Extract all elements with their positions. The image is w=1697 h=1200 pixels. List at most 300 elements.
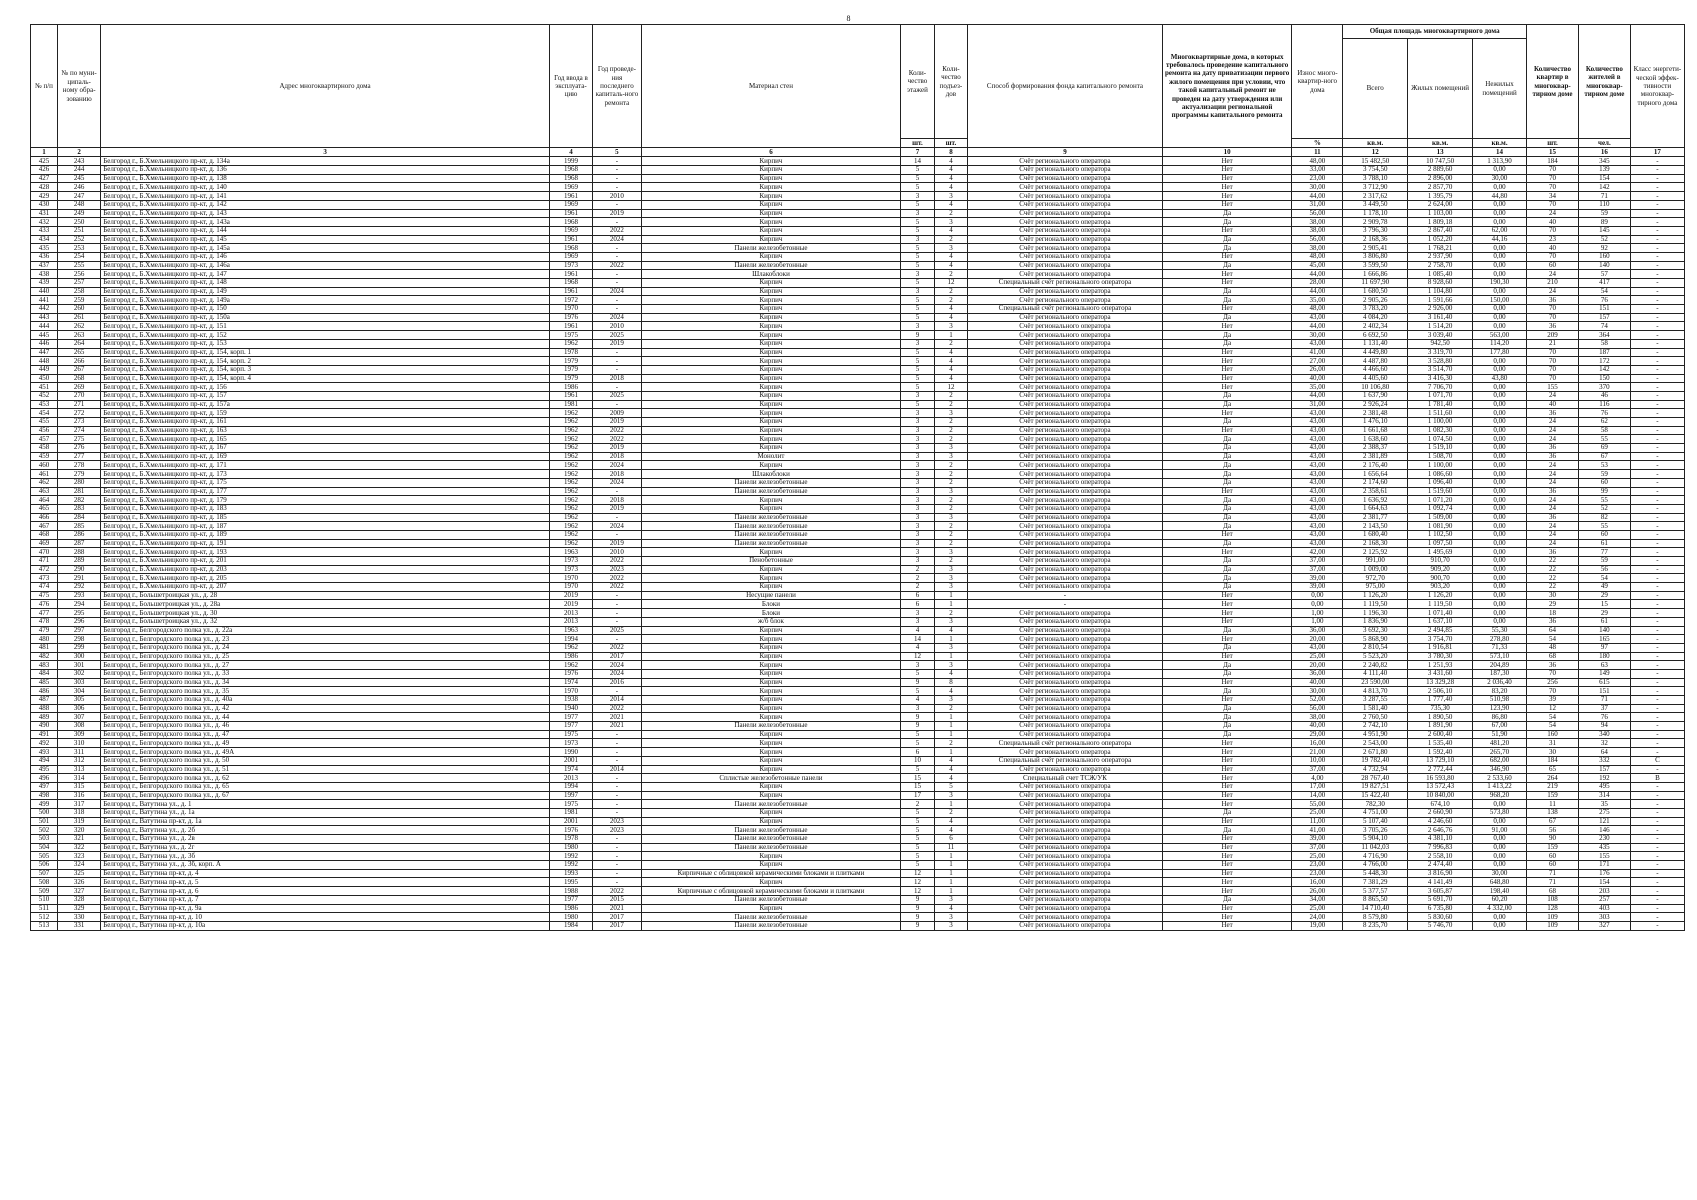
cell-municipal-number: 323 <box>58 852 101 861</box>
cell-wear-percent: 56,00 <box>1292 235 1343 244</box>
cell-wall-material: Кирпич <box>641 383 900 392</box>
cell-repair-required: Нет <box>1162 609 1292 618</box>
cell-entrances: 3 <box>934 322 968 331</box>
cell-floors: 3 <box>901 530 935 539</box>
cell-fund-method: Счёт регионального оператора <box>968 652 1163 661</box>
cell-area-nonresidential: 0,00 <box>1473 305 1527 314</box>
cell-apartments: 36 <box>1527 296 1579 305</box>
table-row <box>31 643 1685 652</box>
cell-apartments: 155 <box>1527 383 1579 392</box>
cell-floors: 5 <box>901 313 935 322</box>
cell-area-total: 1 126,20 <box>1343 591 1408 600</box>
cell-municipal-number: 317 <box>58 800 101 809</box>
cell-energy-class: - <box>1630 296 1684 305</box>
cell-entrances: 1 <box>934 748 968 757</box>
cell-entrances: 4 <box>934 261 968 270</box>
cell-entrances: 2 <box>934 739 968 748</box>
cell-apartments: 264 <box>1527 774 1579 783</box>
cell-energy-class: - <box>1630 678 1684 687</box>
cell-year-commissioned: 1980 <box>549 843 592 852</box>
cell-energy-class: - <box>1630 418 1684 427</box>
cell-year-last-repair: 2018 <box>593 374 642 383</box>
cell-apartments: 68 <box>1527 652 1579 661</box>
cell-year-commissioned: 1968 <box>549 218 592 227</box>
cell-area-residential: 2 474,40 <box>1408 861 1473 870</box>
cell-wall-material: Панели железобетонные <box>641 244 900 253</box>
cell-repair-required: Да <box>1162 661 1292 670</box>
cell-residents: 55 <box>1578 522 1630 531</box>
cell-apartments: 70 <box>1527 200 1579 209</box>
cell-energy-class: - <box>1630 826 1684 835</box>
cell-year-commissioned: 1995 <box>549 878 592 887</box>
cell-fund-method: Счёт регионального оператора <box>968 504 1163 513</box>
cell-wall-material: Шлакоблоки <box>641 470 900 479</box>
cell-repair-required: Нет <box>1162 192 1292 201</box>
cell-floors: 3 <box>901 470 935 479</box>
cell-apartments: 219 <box>1527 782 1579 791</box>
cell-address: Белгород г., Б.Хмельницкого пр-кт, д. 136 <box>101 166 550 175</box>
cell-residents: 314 <box>1578 791 1630 800</box>
cell-entrances: 3 <box>934 244 968 253</box>
cell-area-total: 1 009,00 <box>1343 565 1408 574</box>
cell-fund-method: Счёт регионального оператора <box>968 487 1163 496</box>
cell-year-commissioned: 1979 <box>549 357 592 366</box>
cell-area-residential: 1 086,60 <box>1408 470 1473 479</box>
cell-floors: 5 <box>901 252 935 261</box>
cell-area-total: 3 796,30 <box>1343 226 1408 235</box>
cell-residents: 76 <box>1578 296 1630 305</box>
cell-floors: 5 <box>901 383 935 392</box>
cell-area-residential: 1 100,00 <box>1408 418 1473 427</box>
cell-address: Белгород г., Белгородского полка ул., д. 23 <box>101 635 550 644</box>
cell-year-last-repair: 2014 <box>593 696 642 705</box>
cell-area-total: 1 637,90 <box>1343 391 1408 400</box>
cell-year-last-repair: 2015 <box>593 895 642 904</box>
cell-address: Белгород г., Б.Хмельницкого пр-кт, д. 154, корп. 1 <box>101 348 550 357</box>
cell-wall-material: Кирпич <box>641 305 900 314</box>
cell-residents: 62 <box>1578 418 1630 427</box>
cell-residents: 140 <box>1578 261 1630 270</box>
cell-address: Белгород г., Б.Хмельницкого пр-кт, д. 156 <box>101 383 550 392</box>
cell-address: Белгород г., Б.Хмельницкого пр-кт, д. 185 <box>101 513 550 522</box>
cell-area-nonresidential: 71,33 <box>1473 643 1527 652</box>
table-row <box>31 305 1685 314</box>
cell-year-commissioned: 1970 <box>549 583 592 592</box>
cell-year-commissioned: 1972 <box>549 296 592 305</box>
cell-entrances: 3 <box>934 696 968 705</box>
cell-area-nonresidential: 968,20 <box>1473 791 1527 800</box>
cell-area-total: 5 448,30 <box>1343 869 1408 878</box>
cell-municipal-number: 322 <box>58 843 101 852</box>
cell-row-index: 461 <box>31 470 58 479</box>
cell-municipal-number: 256 <box>58 270 101 279</box>
cell-row-index: 447 <box>31 348 58 357</box>
cell-apartments: 70 <box>1527 365 1579 374</box>
table-row <box>31 843 1685 852</box>
cell-municipal-number: 250 <box>58 218 101 227</box>
cell-apartments: 39 <box>1527 696 1579 705</box>
cell-wall-material: Кирпич <box>641 504 900 513</box>
cell-address: Белгород г., Белгородского полка ул., д. 67 <box>101 791 550 800</box>
cell-year-last-repair: - <box>593 305 642 314</box>
cell-wall-material: Кирпич <box>641 209 900 218</box>
table-row <box>31 687 1685 696</box>
cell-residents: 92 <box>1578 244 1630 253</box>
cell-municipal-number: 278 <box>58 461 101 470</box>
cell-apartments: 23 <box>1527 235 1579 244</box>
cell-wall-material: Шлакоблоки <box>641 270 900 279</box>
cell-entrances: 3 <box>934 661 968 670</box>
cell-repair-required: Да <box>1162 261 1292 270</box>
cell-address: Белгород г., Б.Хмельницкого пр-кт, д. 169 <box>101 452 550 461</box>
cell-wall-material: Кирпич <box>641 200 900 209</box>
cell-row-index: 475 <box>31 591 58 600</box>
cell-year-last-repair: - <box>593 635 642 644</box>
cell-area-residential: 6 735,80 <box>1408 904 1473 913</box>
cell-area-total: 3 783,20 <box>1343 305 1408 314</box>
cell-residents: 63 <box>1578 661 1630 670</box>
cell-floors: 12 <box>901 869 935 878</box>
cell-wear-percent: 44,00 <box>1292 391 1343 400</box>
cell-apartments: 12 <box>1527 704 1579 713</box>
table-row <box>31 322 1685 331</box>
cell-entrances: 3 <box>934 791 968 800</box>
cell-fund-method: Счёт регионального оператора <box>968 861 1163 870</box>
cell-repair-required: Нет <box>1162 374 1292 383</box>
cell-year-last-repair: - <box>593 782 642 791</box>
cell-year-last-repair: - <box>593 157 642 166</box>
cell-area-residential: 1 119,50 <box>1408 600 1473 609</box>
cell-wear-percent: 38,00 <box>1292 713 1343 722</box>
cell-apartments: 60 <box>1527 852 1579 861</box>
cell-residents: 57 <box>1578 270 1630 279</box>
cell-floors: 5 <box>901 826 935 835</box>
cell-row-index: 430 <box>31 200 58 209</box>
cell-fund-method: Счёт регионального оператора <box>968 826 1163 835</box>
cell-area-nonresidential: 0,00 <box>1473 557 1527 566</box>
cell-row-index: 489 <box>31 713 58 722</box>
cell-fund-method: Специальный счёт регионального оператора <box>968 756 1163 765</box>
cell-repair-required: Нет <box>1162 765 1292 774</box>
cell-municipal-number: 303 <box>58 678 101 687</box>
cell-repair-required: Нет <box>1162 756 1292 765</box>
cell-entrances: 4 <box>934 174 968 183</box>
cell-year-last-repair: - <box>593 591 642 600</box>
page-number: 8 <box>846 14 851 23</box>
cell-wear-percent: 41,00 <box>1292 348 1343 357</box>
cell-fund-method: Счёт регионального оператора <box>968 244 1163 253</box>
cell-wall-material: Кирпич <box>641 687 900 696</box>
cell-residents: 151 <box>1578 687 1630 696</box>
cell-floors: 14 <box>901 635 935 644</box>
cell-residents: 15 <box>1578 600 1630 609</box>
cell-wall-material: Кирпич <box>641 669 900 678</box>
cell-repair-required: Нет <box>1162 869 1292 878</box>
table-row <box>31 800 1685 809</box>
cell-repair-required: Нет <box>1162 591 1292 600</box>
cell-fund-method: Счёт регионального оператора <box>968 470 1163 479</box>
cell-area-residential: 2 506,10 <box>1408 687 1473 696</box>
cell-floors: 3 <box>901 235 935 244</box>
cell-apartments: 24 <box>1527 522 1579 531</box>
cell-year-last-repair: 2018 <box>593 496 642 505</box>
cell-address: Белгород г., Ватутина пр-кт, д. 6 <box>101 887 550 896</box>
cell-area-nonresidential: 0,00 <box>1473 565 1527 574</box>
cell-address: Белгород г., Белгородского полка ул., д. 27 <box>101 661 550 670</box>
cell-repair-required: Нет <box>1162 748 1292 757</box>
unit-area-residential: кв.м. <box>1408 139 1473 148</box>
cell-municipal-number: 274 <box>58 426 101 435</box>
cell-wall-material: Кирпич <box>641 791 900 800</box>
cell-wall-material: Кирпич <box>641 252 900 261</box>
cell-residents: 417 <box>1578 279 1630 288</box>
cell-area-residential: 2 867,40 <box>1408 226 1473 235</box>
cell-floors: 3 <box>901 287 935 296</box>
cell-year-commissioned: 1973 <box>549 739 592 748</box>
cell-residents: 53 <box>1578 461 1630 470</box>
cell-repair-required: Нет <box>1162 652 1292 661</box>
cell-entrances: 3 <box>934 218 968 227</box>
cell-apartments: 21 <box>1527 339 1579 348</box>
table-row <box>31 200 1685 209</box>
cell-repair-required: Нет <box>1162 782 1292 791</box>
cell-energy-class: - <box>1630 339 1684 348</box>
cell-entrances: 4 <box>934 252 968 261</box>
cell-year-commissioned: 1994 <box>549 782 592 791</box>
cell-area-residential: 1 395,79 <box>1408 192 1473 201</box>
cell-floors: 9 <box>901 722 935 731</box>
cell-repair-required: Нет <box>1162 322 1292 331</box>
cell-apartments: 24 <box>1527 426 1579 435</box>
cell-entrances: 4 <box>934 183 968 192</box>
cell-fund-method: Счёт регионального оператора <box>968 557 1163 566</box>
table-row <box>31 530 1685 539</box>
cell-area-total: 14 710,40 <box>1343 904 1408 913</box>
cell-fund-method: Счёт регионального оператора <box>968 209 1163 218</box>
cell-row-index: 442 <box>31 305 58 314</box>
cell-floors: 9 <box>901 895 935 904</box>
cell-address: Белгород г., Б.Хмельницкого пр-кт, д. 179 <box>101 496 550 505</box>
cell-row-index: 481 <box>31 643 58 652</box>
cell-residents: 116 <box>1578 400 1630 409</box>
cell-area-nonresidential: 190,30 <box>1473 279 1527 288</box>
cell-row-index: 439 <box>31 279 58 288</box>
cell-area-residential: 1 768,21 <box>1408 244 1473 253</box>
cell-municipal-number: 297 <box>58 626 101 635</box>
cell-address: Белгород г., Б.Хмельницкого пр-кт, д. 193 <box>101 548 550 557</box>
header-row-number: № п/п <box>31 25 58 148</box>
cell-wall-material: Кирпич <box>641 157 900 166</box>
table-row <box>31 669 1685 678</box>
cell-municipal-number: 300 <box>58 652 101 661</box>
cell-wall-material: ж/б блок <box>641 617 900 626</box>
cell-floors: 5 <box>901 808 935 817</box>
cell-entrances: 2 <box>934 808 968 817</box>
cell-apartments: 24 <box>1527 287 1579 296</box>
table-row <box>31 652 1685 661</box>
cell-area-residential: 1 097,50 <box>1408 539 1473 548</box>
table-row <box>31 808 1685 817</box>
table-row <box>31 513 1685 522</box>
table-row <box>31 626 1685 635</box>
cell-residents: 165 <box>1578 635 1630 644</box>
cell-apartments: 48 <box>1527 643 1579 652</box>
cell-energy-class: - <box>1630 365 1684 374</box>
cell-entrances: 4 <box>934 365 968 374</box>
table-row <box>31 487 1685 496</box>
cell-year-last-repair: 2025 <box>593 626 642 635</box>
cell-area-total: 2 381,48 <box>1343 409 1408 418</box>
column-number: 13 <box>1408 148 1473 157</box>
cell-year-commissioned: 1961 <box>549 391 592 400</box>
cell-apartments: 31 <box>1527 739 1579 748</box>
cell-year-last-repair: - <box>593 252 642 261</box>
cell-wear-percent: 44,00 <box>1292 270 1343 279</box>
cell-area-residential: 8 928,60 <box>1408 279 1473 288</box>
header-area-residential: Жилых помещений <box>1408 39 1473 139</box>
cell-residents: 180 <box>1578 652 1630 661</box>
cell-area-total: 2 543,00 <box>1343 739 1408 748</box>
cell-area-residential: 3 161,40 <box>1408 313 1473 322</box>
cell-wear-percent: 25,00 <box>1292 808 1343 817</box>
cell-energy-class: - <box>1630 661 1684 670</box>
cell-area-nonresidential: 0,00 <box>1473 470 1527 479</box>
cell-wall-material: Кирпич <box>641 391 900 400</box>
cell-residents: 303 <box>1578 913 1630 922</box>
cell-address: Белгород г., Б.Хмельницкого пр-кт, д. 148 <box>101 279 550 288</box>
cell-residents: 35 <box>1578 800 1630 809</box>
cell-area-residential: 3 431,60 <box>1408 669 1473 678</box>
cell-wall-material: Монолит <box>641 452 900 461</box>
table-row <box>31 452 1685 461</box>
cell-entrances: 4 <box>934 774 968 783</box>
cell-area-nonresidential: 0,00 <box>1473 600 1527 609</box>
cell-residents: 94 <box>1578 722 1630 731</box>
cell-apartments: 70 <box>1527 183 1579 192</box>
cell-municipal-number: 299 <box>58 643 101 652</box>
cell-area-residential: 2 758,70 <box>1408 261 1473 270</box>
cell-fund-method: Счёт регионального оператора <box>968 669 1163 678</box>
cell-year-last-repair: - <box>593 800 642 809</box>
cell-floors: 5 <box>901 226 935 235</box>
cell-floors: 3 <box>901 409 935 418</box>
cell-wear-percent: 43,00 <box>1292 478 1343 487</box>
cell-entrances: 4 <box>934 626 968 635</box>
cell-residents: 54 <box>1578 574 1630 583</box>
cell-address: Белгород г., Б.Хмельницкого пр-кт, д. 146 <box>101 252 550 261</box>
cell-row-index: 450 <box>31 374 58 383</box>
cell-area-nonresidential: 55,30 <box>1473 626 1527 635</box>
cell-entrances: 1 <box>934 730 968 739</box>
cell-municipal-number: 260 <box>58 305 101 314</box>
cell-wear-percent: 16,00 <box>1292 739 1343 748</box>
cell-year-commissioned: 1961 <box>549 235 592 244</box>
table-row <box>31 591 1685 600</box>
unit-area-total: кв.м. <box>1343 139 1408 148</box>
cell-energy-class: - <box>1630 591 1684 600</box>
cell-wear-percent: 41,00 <box>1292 826 1343 835</box>
cell-entrances: 4 <box>934 817 968 826</box>
cell-area-total: 4 813,70 <box>1343 687 1408 696</box>
cell-entrances: 2 <box>934 522 968 531</box>
cell-entrances: 12 <box>934 279 968 288</box>
cell-apartments: 108 <box>1527 895 1579 904</box>
cell-year-last-repair: 2019 <box>593 209 642 218</box>
cell-energy-class: - <box>1630 470 1684 479</box>
table-row <box>31 913 1685 922</box>
cell-year-last-repair: - <box>593 365 642 374</box>
cell-row-index: 440 <box>31 287 58 296</box>
cell-year-last-repair: - <box>593 748 642 757</box>
cell-repair-required: Да <box>1162 504 1292 513</box>
cell-year-commissioned: 1973 <box>549 557 592 566</box>
cell-area-total: 2 388,37 <box>1343 444 1408 453</box>
cell-apartments: 70 <box>1527 166 1579 175</box>
cell-year-commissioned: 1977 <box>549 713 592 722</box>
cell-year-last-repair: 2023 <box>593 817 642 826</box>
table-row <box>31 635 1685 644</box>
cell-year-commissioned: 1974 <box>549 678 592 687</box>
cell-row-index: 469 <box>31 539 58 548</box>
cell-residents: 58 <box>1578 426 1630 435</box>
table-row <box>31 878 1685 887</box>
cell-area-nonresidential: 0,00 <box>1473 861 1527 870</box>
cell-floors: 3 <box>901 426 935 435</box>
cell-row-index: 426 <box>31 166 58 175</box>
cell-address: Белгород г., Ватутина ул., д. 2в <box>101 835 550 844</box>
cell-residents: 172 <box>1578 357 1630 366</box>
cell-year-last-repair: 2024 <box>593 235 642 244</box>
cell-floors: 3 <box>901 444 935 453</box>
cell-row-index: 490 <box>31 722 58 731</box>
cell-area-residential: 674,10 <box>1408 800 1473 809</box>
cell-wear-percent: 43,00 <box>1292 444 1343 453</box>
cell-residents: 192 <box>1578 774 1630 783</box>
cell-repair-required: Да <box>1162 391 1292 400</box>
cell-energy-class: - <box>1630 226 1684 235</box>
cell-wall-material: Кирпич <box>641 235 900 244</box>
cell-row-index: 437 <box>31 261 58 270</box>
cell-fund-method: Счёт регионального оператора <box>968 661 1163 670</box>
cell-area-nonresidential: 0,00 <box>1473 478 1527 487</box>
cell-wall-material: Кирпич <box>641 183 900 192</box>
cell-area-residential: 3 780,30 <box>1408 652 1473 661</box>
cell-floors: 9 <box>901 921 935 930</box>
cell-wear-percent: 43,00 <box>1292 513 1343 522</box>
cell-year-last-repair: 2024 <box>593 461 642 470</box>
cell-row-index: 453 <box>31 400 58 409</box>
table-row <box>31 661 1685 670</box>
cell-entrances: 2 <box>934 296 968 305</box>
cell-residents: 203 <box>1578 887 1630 896</box>
table-row <box>31 391 1685 400</box>
cell-apartments: 36 <box>1527 661 1579 670</box>
cell-energy-class: - <box>1630 583 1684 592</box>
cell-area-residential: 900,70 <box>1408 574 1473 583</box>
cell-area-total: 2 168,30 <box>1343 539 1408 548</box>
cell-entrances: 4 <box>934 669 968 678</box>
cell-repair-required: Да <box>1162 730 1292 739</box>
cell-apartments: 184 <box>1527 756 1579 765</box>
cell-municipal-number: 314 <box>58 774 101 783</box>
cell-year-last-repair: 2017 <box>593 921 642 930</box>
cell-fund-method: Счёт регионального оператора <box>968 391 1163 400</box>
table-row <box>31 426 1685 435</box>
cell-wear-percent: 1,00 <box>1292 609 1343 618</box>
cell-area-total: 5 523,20 <box>1343 652 1408 661</box>
cell-wall-material: Кирпич <box>641 313 900 322</box>
column-number: 1 <box>31 148 58 157</box>
